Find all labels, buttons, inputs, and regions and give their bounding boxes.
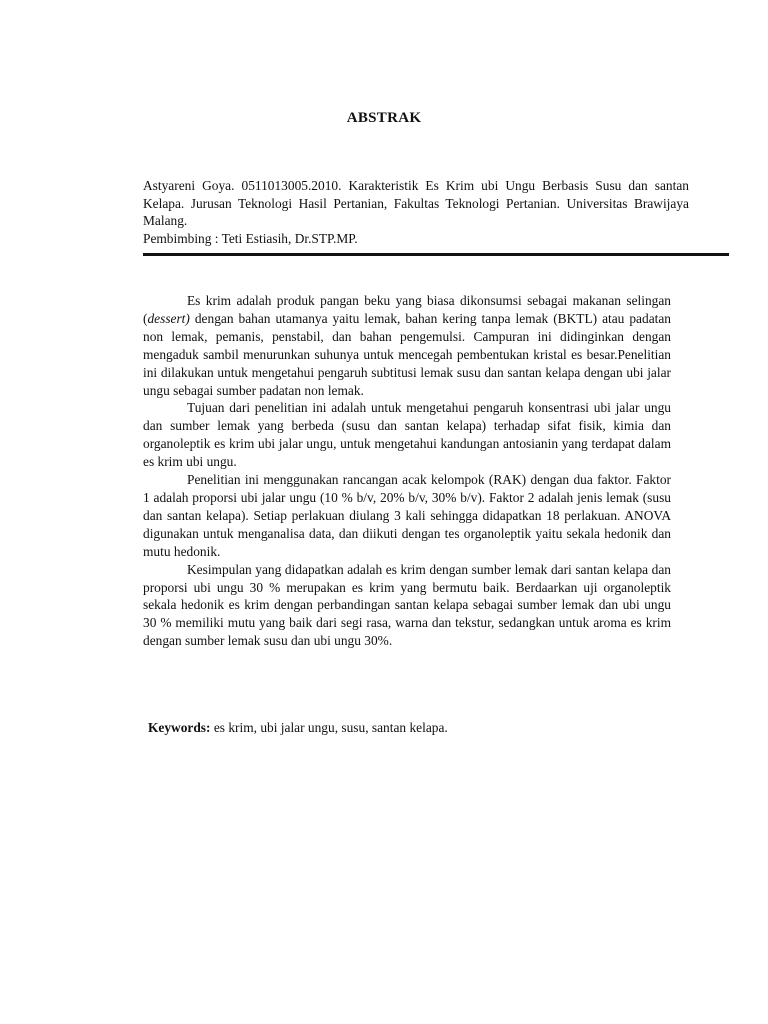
keywords-line xyxy=(148,720,448,736)
document-title: ABSTRAK xyxy=(346,110,422,126)
citation-text: Astyareni Goya. 0511013005.2010. Karakteristik Es Krim ubi Ungu Berbasis Susu dan santan Kelapa. Jurusan Teknologi Hasil Pertanian, Fakultas Teknologi Pertanian. Universitas Brawijaya Malang. xyxy=(143,178,689,229)
paragraph-3: Penelitian ini menggunakan rancangan acak kelompok (RAK) dengan dua faktor. Faktor 1 adalah proporsi ubi jalar ungu (10 % b/v, 20% b/v, 30% b/v). Faktor 2 adalah jenis lemak (susu dan santan kelapa). Setiap perlakuan diulang 3 kali sehingga didapatkan 18 perlakuan. ANOVA digunakan untuk menganalisa data, dan diikuti dengan tes organoleptik yaitu sekala hedonik dan mutu hedonik. xyxy=(143,472,671,559)
keywords-value: es krim, ubi jalar ungu, susu, santan kelapa. xyxy=(210,720,448,735)
citation-block xyxy=(143,177,689,247)
header-divider xyxy=(143,253,729,256)
paragraph-1-text-b: dengan bahan utamanya yaitu lemak, bahan kering tanpa lemak (BKTL) atau padatan non lemak, pemanis, penstabil, dan bahan pengemulsi. Campuran ini didinginkan dengan mengaduk sambil menurunkan suhunya untuk mencegah pembentukan kristal es besar.Penelitian ini dilakukan untuk mengetahui pengaruh subtitusi lemak susu dan santan kelapa dengan ubi jalar ungu sebagai sumber padatan non lemak. xyxy=(143,310,671,398)
abstract-body xyxy=(143,292,671,650)
paragraph-1 xyxy=(143,292,671,399)
paragraph-2: Tujuan dari penelitian ini adalah untuk mengetahui pengaruh konsentrasi ubi jalar ungu dan sumber lemak yang berbeda (susu dan santan kelapa) terhadap sifat fisik, kimia dan organoleptik es krim ubi jalar ungu, untuk mengetahui kandungan antosianin yang terdapat dalam es krim ubi ungu. xyxy=(143,400,671,470)
paragraph-4: Kesimpulan yang didapatkan adalah es krim dengan sumber lemak dari santan kelapa dan proporsi ubi ungu 30 % merupakan es krim yang bermutu baik. Berdaarkan uji organoleptik sekala hedonik es krim dengan perbandingan santan kelapa sebagai sumber lemak dan ubi ungu 30 % memiliki mutu yang baik dari segi rasa, warna dan tekstur, sedangkan untuk aroma es krim dengan sumber lemak susu dan ubi ungu 30%. xyxy=(143,561,671,649)
supervisor-line: Pembimbing : Teti Estiasih, Dr.STP.MP. xyxy=(143,230,358,246)
paragraph-1-text-a: Es krim adalah produk pangan beku yang biasa dikonsumsi sebagai makanan selingan ( xyxy=(143,293,671,326)
paragraph-1-italic-term: dessert) xyxy=(147,310,190,326)
keywords-label: Keywords: xyxy=(148,720,211,735)
